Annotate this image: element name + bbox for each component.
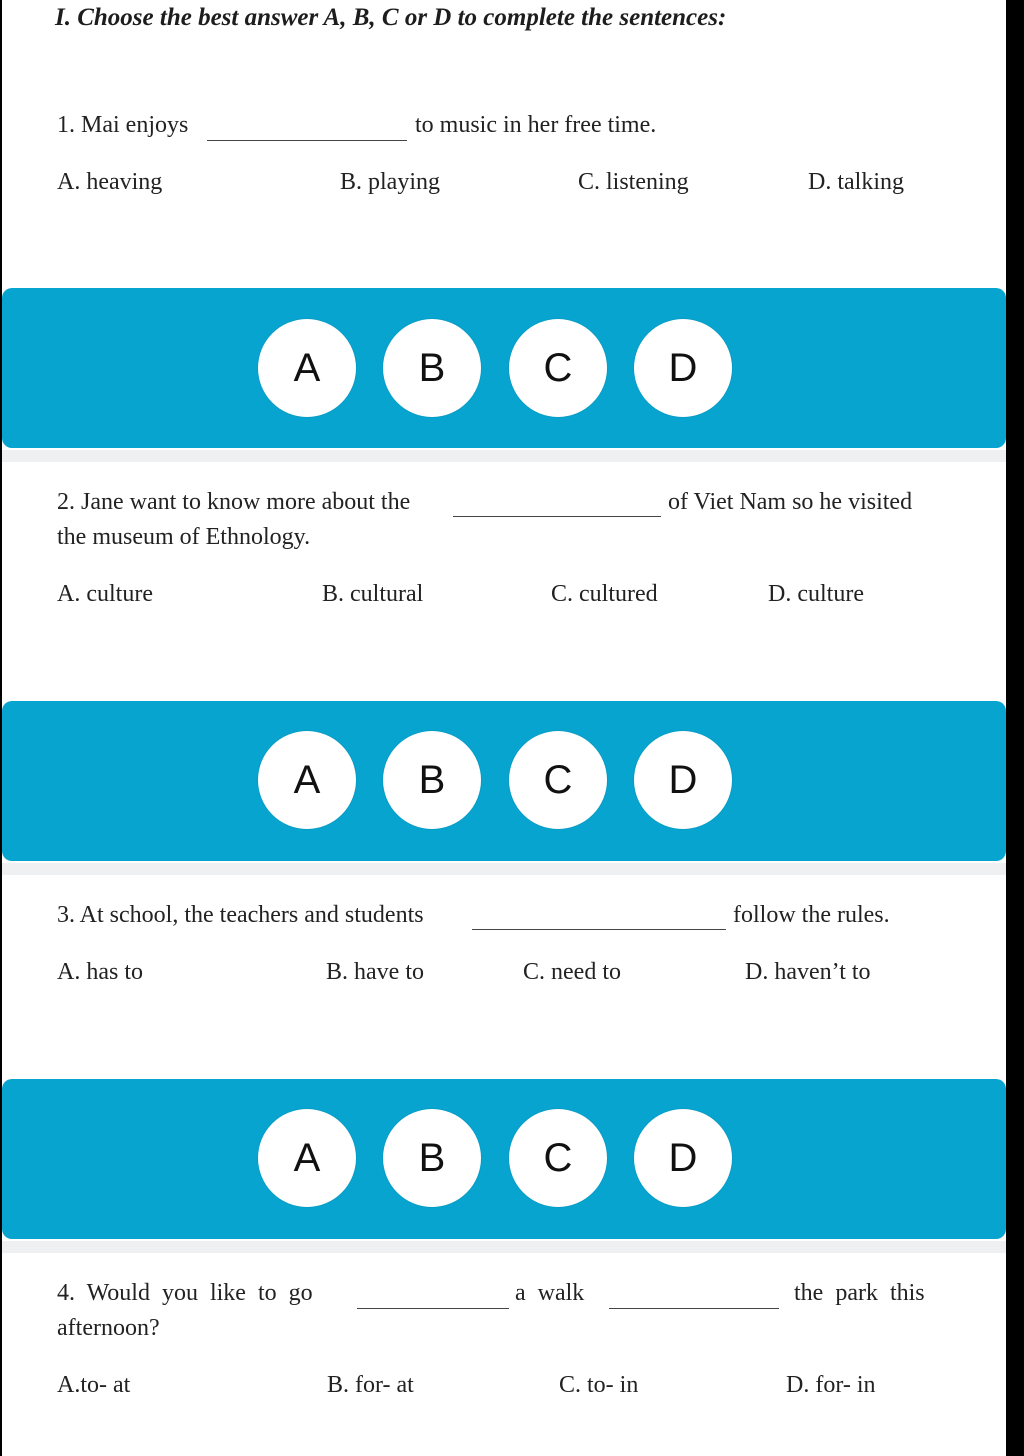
question-2-answer-c-button[interactable]: C xyxy=(509,731,607,829)
question-1-answer-bar xyxy=(2,288,1006,448)
question-4-option-b: B. for- at xyxy=(327,1372,414,1398)
question-2-answer-b-button[interactable]: B xyxy=(383,731,481,829)
question-2-text-line2: the museum of Ethnology. xyxy=(57,524,311,550)
divider xyxy=(2,863,1006,875)
question-3-text-end: follow the rules. xyxy=(733,902,890,928)
question-1-blank xyxy=(207,140,407,141)
question-4-text-line2: afternoon? xyxy=(57,1315,160,1341)
question-4-text-end: the park this xyxy=(794,1280,925,1306)
question-1-answer-c-button[interactable]: C xyxy=(509,319,607,417)
question-3-option-d: D. haven’t to xyxy=(745,959,871,985)
question-3-option-a: A. has to xyxy=(57,959,143,985)
question-1-option-a: A. heaving xyxy=(57,169,163,195)
question-4-text-start: 4. Would you like to go xyxy=(57,1280,313,1306)
question-4-option-d: D. for- in xyxy=(786,1372,876,1398)
question-1-option-b: B. playing xyxy=(340,169,440,195)
divider xyxy=(2,1241,1006,1253)
question-2-option-b: B. cultural xyxy=(322,581,424,607)
question-3-answer-a-button[interactable]: A xyxy=(258,1109,356,1207)
question-3-answer-b-button[interactable]: B xyxy=(383,1109,481,1207)
question-1-answer-a-button[interactable]: A xyxy=(258,319,356,417)
question-1-answer-d-button[interactable]: D xyxy=(634,319,732,417)
question-2-answer-bar xyxy=(2,701,1006,861)
question-4-option-c: C. to- in xyxy=(559,1372,639,1398)
question-3-option-c: C. need to xyxy=(523,959,621,985)
question-2-answer-a-button[interactable]: A xyxy=(258,731,356,829)
divider xyxy=(2,450,1006,462)
question-1-answer-b-button[interactable]: B xyxy=(383,319,481,417)
question-1-text-end: to music in her free time. xyxy=(415,112,657,138)
question-4-option-a: A.to- at xyxy=(57,1372,131,1398)
question-3-option-b: B. have to xyxy=(326,959,424,985)
page-title: I. Choose the best answer A, B, C or D to complete the sentences: xyxy=(55,4,727,31)
question-4-blank-1 xyxy=(357,1308,509,1309)
question-3-answer-d-button[interactable]: D xyxy=(634,1109,732,1207)
question-2-option-c: C. cultured xyxy=(551,581,658,607)
question-2-text-start: 2. Jane want to know more about the xyxy=(57,489,411,515)
question-4-text-mid: a walk xyxy=(515,1280,585,1306)
question-3-answer-bar xyxy=(2,1079,1006,1239)
question-1-option-c: C. listening xyxy=(578,169,689,195)
question-3-blank xyxy=(472,929,726,930)
question-2-blank xyxy=(453,516,661,517)
question-2-option-a: A. culture xyxy=(57,581,153,607)
question-2-text-end: of Viet Nam so he visited xyxy=(668,489,913,515)
question-1-text-start: 1. Mai enjoys xyxy=(57,112,189,138)
question-2-option-d: D. culture xyxy=(768,581,864,607)
question-3-text-start: 3. At school, the teachers and students xyxy=(57,902,424,928)
question-1-option-d: D. talking xyxy=(808,169,904,195)
question-2-answer-d-button[interactable]: D xyxy=(634,731,732,829)
question-3-answer-c-button[interactable]: C xyxy=(509,1109,607,1207)
question-4-blank-2 xyxy=(609,1308,779,1309)
